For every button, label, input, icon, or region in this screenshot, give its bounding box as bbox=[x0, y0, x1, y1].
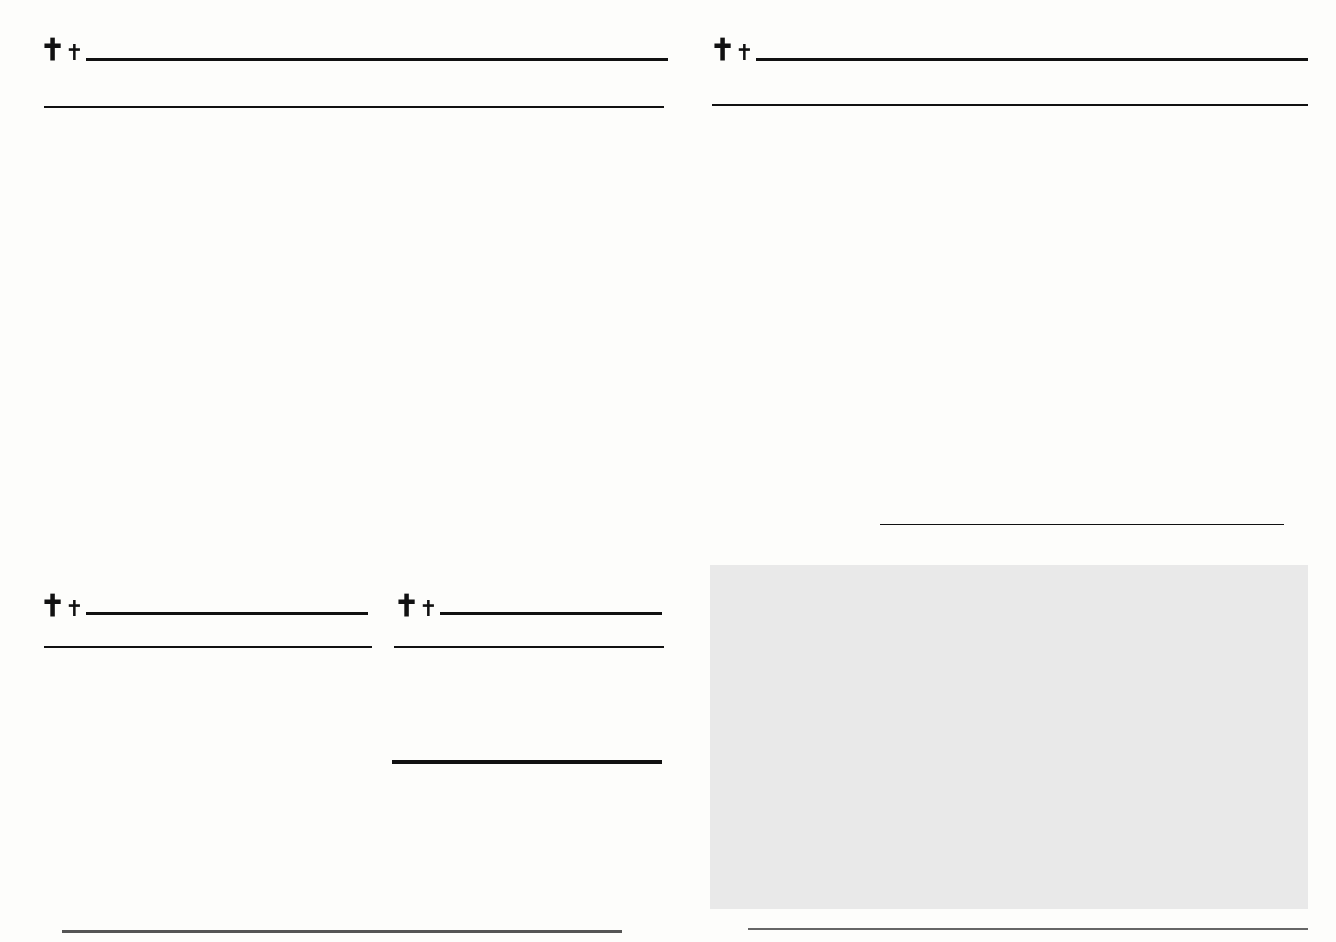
divider bbox=[62, 930, 622, 933]
divider bbox=[44, 646, 372, 648]
table-row bbox=[393, 763, 662, 764]
cross-icon: ✝✝ bbox=[40, 33, 84, 68]
cross-icon: ✝✝ bbox=[710, 33, 754, 68]
offering-names-area bbox=[710, 565, 1308, 909]
cross-icon: ✝✝ bbox=[394, 589, 438, 624]
divider bbox=[748, 928, 1308, 930]
committee-table bbox=[392, 760, 662, 764]
divider bbox=[712, 104, 1308, 106]
divider bbox=[394, 646, 664, 648]
divider bbox=[86, 612, 368, 615]
cross-icon: ✝✝ bbox=[40, 589, 84, 624]
divider bbox=[86, 58, 668, 61]
divider bbox=[756, 58, 1308, 61]
mission-block bbox=[712, 470, 1312, 486]
divider bbox=[880, 524, 1284, 525]
divider bbox=[440, 612, 662, 615]
divider bbox=[44, 106, 664, 108]
